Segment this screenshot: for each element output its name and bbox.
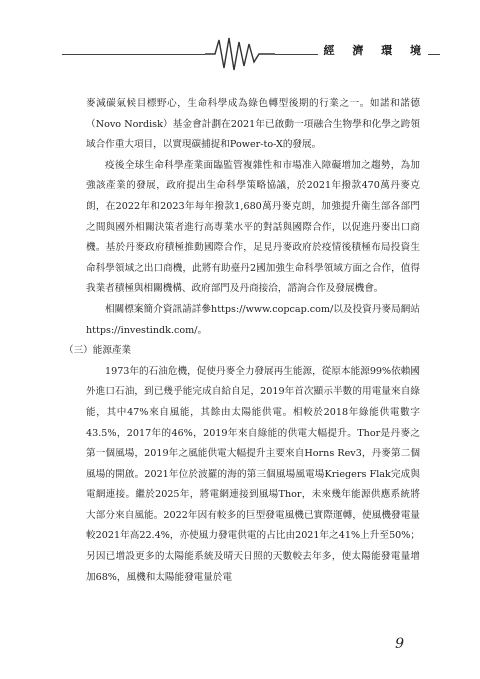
- body-paragraph: 1973年的石油危機，促使丹麥全力發展再生能源，從原本能源99%依賴國外進口石油，到已幾乎能完成自給自足，2019年首次顯示半數的用電量來自綠能，其中47%來自風能，其餘由太陽能供電。相較於2018年綠能供電數字43.5%，2017年的46%，2019年來自綠能的供電大幅提升。Thor是丹麥之第一個風場，2019年之風能供電大幅提升主要來自Horns Rev3，丹麥第二個風場的開啟。2021年位於波羅的海的第三個風場風電場Kriegers Flak完成與電網連接。繼於2025年，將電網連接到風場Thor，未來幾年能源供應系統將大部分來自風能。2022年因有較多的巨型發電風機已實際運轉，使風機發電量較2021年高22.4%，亦使風力發電供電的占比由2021年之41%上升至50%；另因已增設更多的太陽能系統及晴天日照的天數較去年多，使太陽能發電量增加68%，風機和太陽能發電量於電: [86, 365, 420, 583]
- section-heading: （三）能源產業: [64, 345, 132, 357]
- page-number: 9: [395, 636, 404, 652]
- page-body: [64, 94, 420, 588]
- page-header: [0, 30, 480, 80]
- body-paragraph: 疫後全球生命科學產業面臨監管複雜性和市場准入障礙增加之趨勢，為加強該產業的發展，政府提出生命科學策略協議，於2021年撥款470萬丹麥克朗，在2022年和2023年每年撥款1,680萬丹麥克朗，加強提升衛生部各部門之間與國外相關決策者進行高專業水平的對話與國際合作，以促進丹麥出口商機。基於丹麥政府積極推動國際合作，足見丹麥政府於疫情後積極布局投資生命科學領域之出口商機，此將有助臺丹2國加強生命科學領域方面之合作，值得我業者積極與相關機構、政府部門及丹商接洽，諮詢合作及發展機會。: [86, 159, 420, 295]
- body-paragraph: 相關標案簡介資訊請詳參https://www.copcap.com/以及投資丹麥局網站https://investindk.com/。: [86, 303, 420, 336]
- header-title: 經 濟 環 境: [318, 42, 429, 58]
- heartbeat-icon: [205, 34, 275, 74]
- body-paragraph: 麥減碳氣候目標野心，生命科學成為綠色轉型後期的行業之一。如諾和諾德（Novo Nordisk）基金會計劃在2021年已啟動一項融合生物學和化學之跨領域合作重大項目，以實現碳捕捉和Power-to-X的發展。: [86, 98, 420, 151]
